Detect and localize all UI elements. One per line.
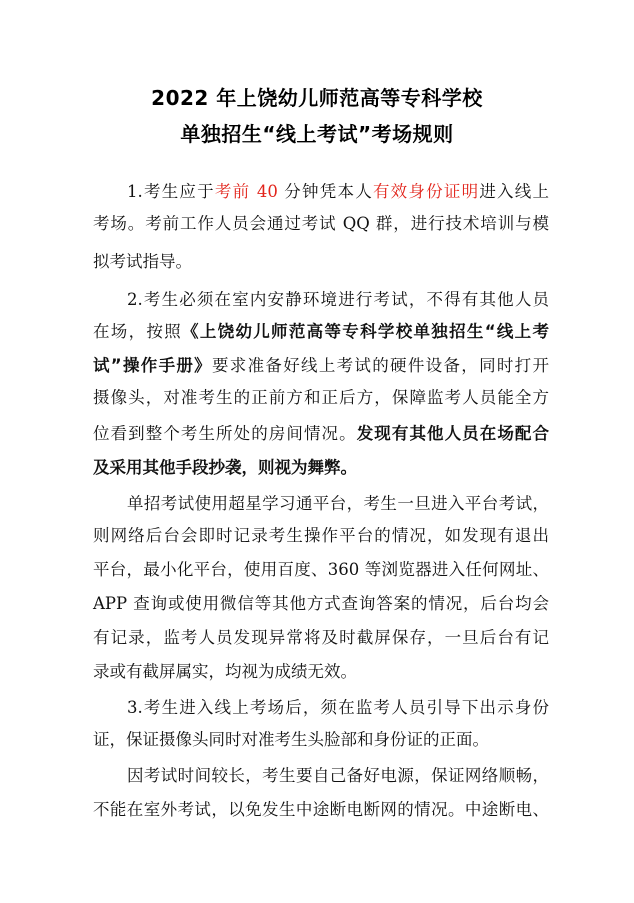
body-text-line xyxy=(127,182,549,202)
body-text-line xyxy=(127,494,549,514)
document-title-line-2: 单独招生“线上考试”考场规则 xyxy=(180,122,454,146)
text-segment: 要求准备好线上考试的硬件设备，同时打开 xyxy=(211,356,549,375)
body-text-line xyxy=(127,290,549,310)
text-segment: 不能在室外考试，以免发生中途断电断网的情况。中途断电、 xyxy=(93,800,549,819)
body-text-line xyxy=(93,526,549,546)
text-segment: 1.考生应于 xyxy=(127,182,215,201)
body-text-line xyxy=(93,388,549,408)
text-segment: 考场。考前工作人员会通过考试 QQ 群，进行技术培训与模 xyxy=(93,214,549,233)
body-text-line xyxy=(93,662,549,682)
body-text-line xyxy=(127,766,549,786)
document-title-line-1: 2022 年上饶幼儿师范高等专科学校 xyxy=(151,86,483,110)
body-text-line xyxy=(93,628,549,648)
bold-text: 及采用其他手段抄袭，则视为舞弊。 xyxy=(93,458,357,477)
bold-text: 发现有其他人员在场配合 xyxy=(356,424,550,443)
text-segment: 进入线上 xyxy=(479,182,550,201)
text-segment: 2.考生必须在室内安静环境进行考试，不得有其他人员 xyxy=(127,290,549,309)
text-segment: 摄像头，对准考生的正前方和正后方，保障监考人员能全方 xyxy=(93,388,549,407)
body-text-line xyxy=(93,800,549,820)
body-text-line xyxy=(93,322,549,342)
text-segment: 拟考试指导。 xyxy=(93,252,192,271)
body-text-line xyxy=(127,698,549,718)
text-segment: 因考试时间较长，考生要自己备好电源，保证网络顺畅， xyxy=(127,766,549,785)
body-text-line xyxy=(93,214,549,234)
text-segment: 录或有截屏属实，均视为成绩无效。 xyxy=(93,662,357,681)
highlighted-text: 考前 40 xyxy=(214,182,285,201)
text-segment: 则网络后台会即时记录考生操作平台的情况，如发现有退出 xyxy=(93,526,549,545)
text-segment: 位看到整个考生所处的房间情况。 xyxy=(93,424,357,443)
bold-text: 试”操作手册》 xyxy=(93,356,212,375)
text-segment: APP 查询或使用微信等其他方式查询答案的情况，后台均会 xyxy=(93,594,549,613)
text-segment: 有记录，监考人员发现异常将及时截屏保存，一旦后台有记 xyxy=(93,628,549,647)
body-text-line xyxy=(93,356,549,376)
body-text-line xyxy=(93,252,549,272)
text-segment: 3.考生进入线上考场后，须在监考人员引导下出示身份 xyxy=(127,698,549,717)
text-segment: 证，保证摄像头同时对准考生头脸部和身份证的正面。 xyxy=(93,730,489,749)
bold-text: 《上饶幼儿师范高等专科学校单独招生“线上考 xyxy=(182,322,549,341)
text-segment: 单招考试使用超星学习通平台，考生一旦进入平台考试， xyxy=(127,494,549,513)
body-text-line xyxy=(93,730,549,750)
text-segment: 分钟凭本人 xyxy=(284,182,373,201)
body-text-line xyxy=(93,594,549,614)
text-segment: 平台，最小化平台，使用百度、360 等浏览器进入任何网址、 xyxy=(93,560,549,579)
body-text-line xyxy=(93,424,549,444)
text-segment: 在场，按照 xyxy=(93,322,183,341)
body-text-line xyxy=(93,560,549,580)
highlighted-text: 有效身份证明 xyxy=(372,182,480,201)
body-text-line xyxy=(93,458,549,478)
